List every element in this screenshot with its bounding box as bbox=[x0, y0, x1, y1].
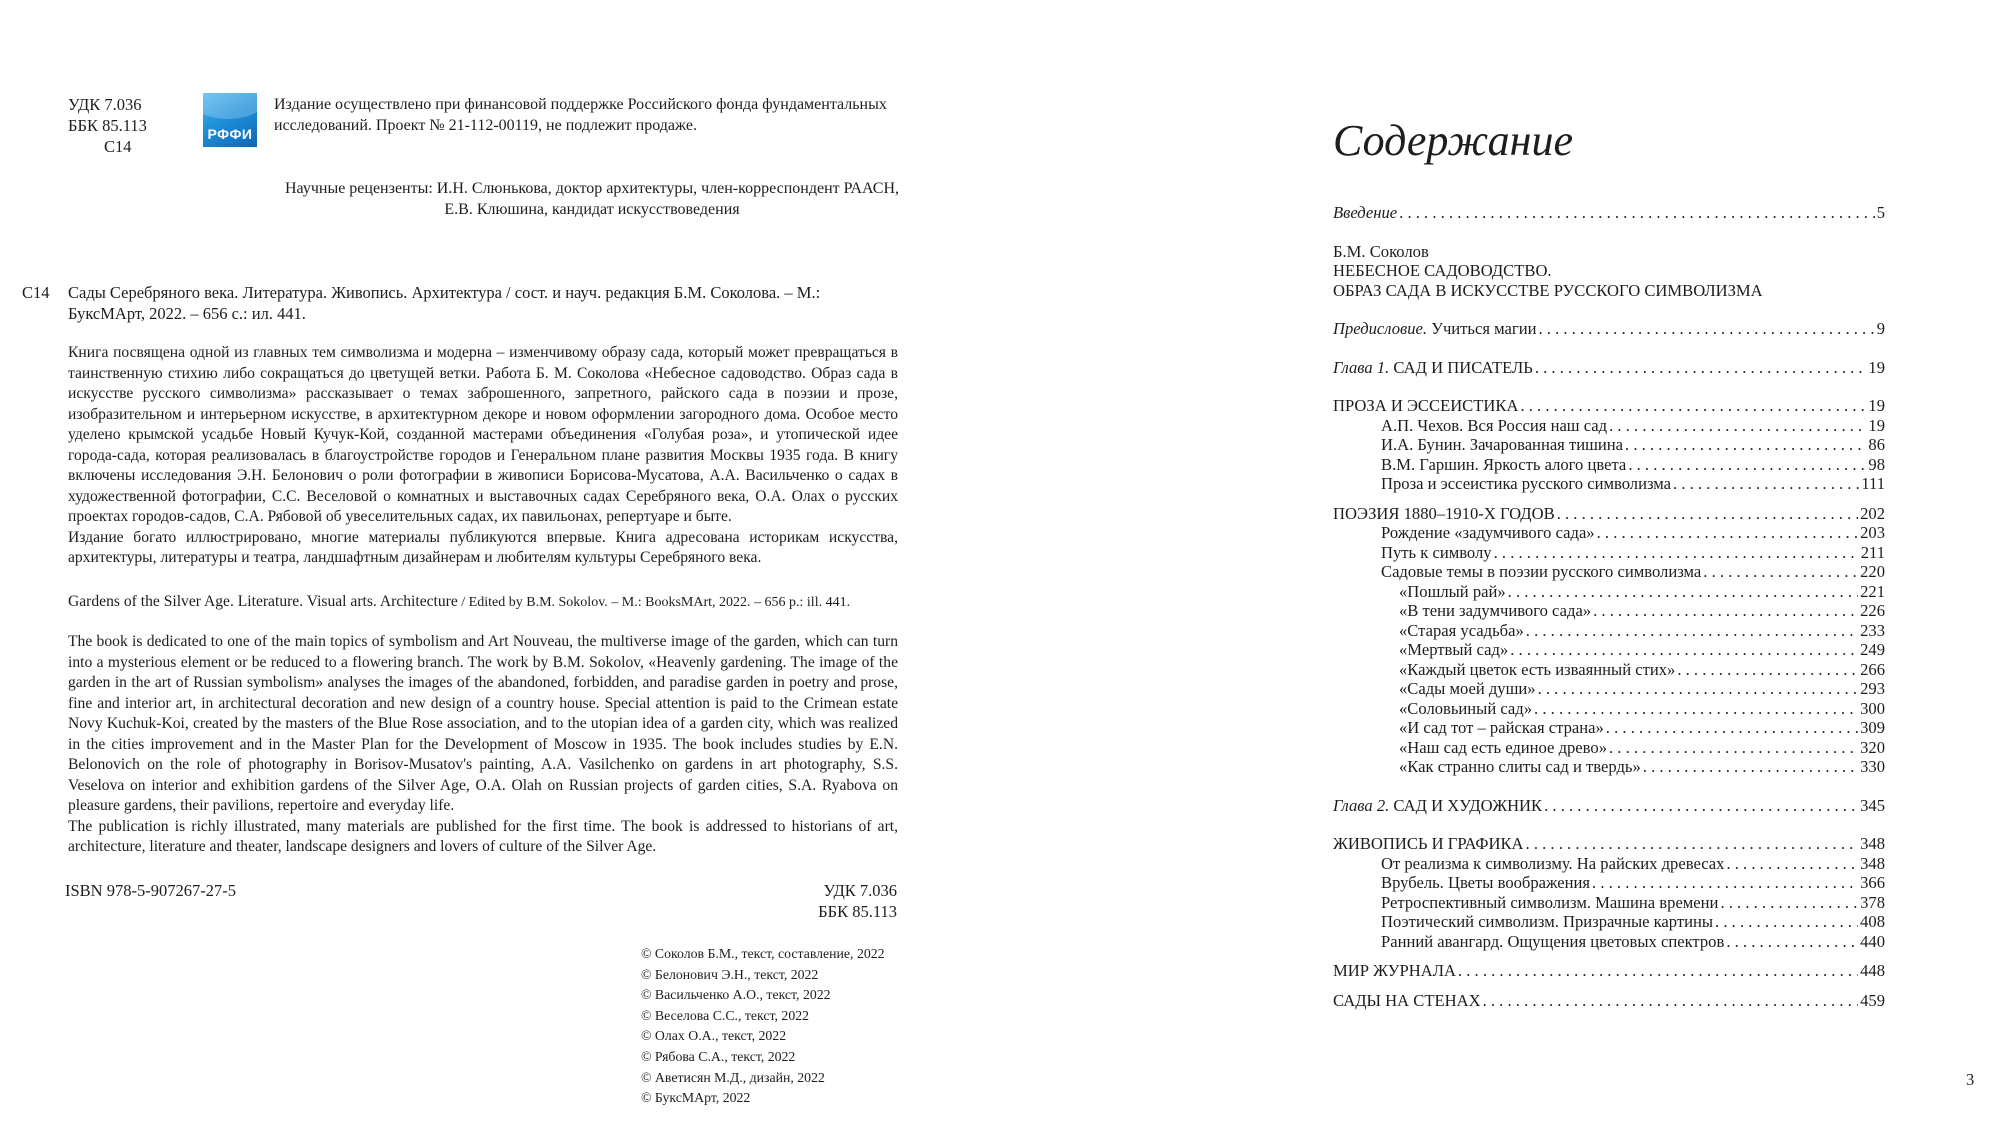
rffi-logo bbox=[203, 93, 257, 147]
toc-work-title-1: НЕБЕСНОЕ САДОВОДСТВО. bbox=[1333, 261, 1552, 280]
toc-entry-poetry[interactable]: ПОЭЗИЯ 1880–1910-Х ГОДОВ . . . 202 bbox=[1333, 504, 1885, 524]
toc-entry[interactable]: Рождение «задумчивого сада» . . . 203 bbox=[1333, 523, 1885, 543]
toc-entry[interactable]: Путь к символу . . . 211 bbox=[1333, 543, 1885, 563]
copyright-line: © Рябова С.А., текст, 2022 bbox=[641, 1048, 796, 1064]
russian-abstract-p1: Книга посвящена одной из главных тем символизма и модерна – изменчивому образу сада, который может превращаться в таинственную стихию либо сокращаться до цветущей ветки. Работа Б. М. Соколова «Небесное садоводство. Образ сада в искусстве русского символизма» рассказывает о темах заброшенного, запретного, райского сада в поэзии и прозе, изобразительном и интерьерном искусстве, в архитектурном декоре и новом оформлении загородного дома. Особое место уделено крымской усадьбе Новый Кучук-Кой, созданной мастерами объединения «Голубая роза», и утопической идее города-сада, которая реализовалась в благоустройстве городов и Генеральном плане развития Москвы 1935 года. В книгу включены исследования Э.Н. Белонович о роли фотографии в живописи Борисова-Мусатова, А.А. Васильченко о садах в художественной фотографии, С.С. Веселовой о комнатных и выставочных садах Серебряного века, О.А. Олах о русских проектах городов-садов, С.А. Рябовой об увеселительных садах, их павильонах, репертуаре и быте. bbox=[68, 344, 898, 525]
toc-entry[interactable]: «Как странно слиты сад и твердь» . . . 330 bbox=[1333, 757, 1885, 777]
toc-entry[interactable]: Поэтический символизм. Призрачные картины . . . 408 bbox=[1333, 912, 1885, 932]
toc-entry[interactable]: «В тени задумчивого сада» . . . 226 bbox=[1333, 601, 1885, 621]
biblio-author-mark: С14 bbox=[22, 283, 50, 302]
reviewers-line-2: Е.В. Клюшина, кандидат искусствоведения bbox=[444, 201, 740, 218]
udk-code: УДК 7.036 bbox=[68, 95, 142, 114]
toc-entry[interactable]: «Наш сад есть единое древо» . . . 320 bbox=[1333, 738, 1885, 758]
bbk-code: ББК 85.113 bbox=[68, 116, 147, 135]
toc-author: Б.М. Соколов bbox=[1333, 241, 1429, 261]
copyright-line: © Олах О.А., текст, 2022 bbox=[641, 1028, 787, 1044]
toc-entry-chapter-1[interactable]: Глава 1. САД И ПИСАТЕЛЬ . . . 19 bbox=[1333, 358, 1885, 378]
russian-abstract bbox=[68, 343, 898, 569]
english-abstract-p2: The publication is richly illustrated, many materials are published for the first time. The book is addressed to historians of art, architecture, literature and theater, landscape designers and lovers of culture of the Silver Age. bbox=[68, 817, 898, 855]
toc-work-title-2: ОБРАЗ САДА В ИСКУССТВЕ РУССКОГО СИМВОЛИЗМА bbox=[1333, 280, 1763, 300]
udk-bbk-right bbox=[700, 880, 897, 922]
reviewers bbox=[274, 178, 910, 220]
copyright-line: © БуксМАрт, 2022 bbox=[641, 1090, 751, 1106]
toc-entry[interactable]: Проза и эссеистика русского символизма . . . 111 bbox=[1333, 474, 1885, 494]
author-mark: С14 bbox=[104, 137, 132, 156]
english-title-details: / Edited by B.M. Sokolov. – M.: BooksMArt, 2022. – 656 p.: ill. 441. bbox=[457, 595, 851, 610]
copyright-line: © Веселова С.С., текст, 2022 bbox=[641, 1007, 810, 1023]
udk-code-right: УДК 7.036 bbox=[823, 881, 897, 900]
bbk-code-right: ББК 85.113 bbox=[818, 902, 897, 921]
toc-entry[interactable]: От реализма к символизму. На райских древесах . . . 348 bbox=[1333, 854, 1885, 874]
toc-entry-walls[interactable]: САДЫ НА СТЕНАХ . . . 459 bbox=[1333, 991, 1885, 1011]
table-of-contents bbox=[1333, 203, 1885, 1010]
english-bibliographic-record bbox=[68, 591, 898, 613]
toc-entry[interactable]: Врубель. Цветы воображения . . . 366 bbox=[1333, 873, 1885, 893]
toc-entry-journal[interactable]: МИР ЖУРНАЛА . . . 448 bbox=[1333, 961, 1885, 981]
copyright-line: © Белонович Э.Н., текст, 2022 bbox=[641, 966, 819, 982]
toc-entry[interactable]: Ранний авангард. Ощущения цветовых спектров . . . 440 bbox=[1333, 932, 1885, 952]
english-title: Gardens of the Silver Age. Literature. Visual arts. Architecture bbox=[68, 593, 458, 610]
isbn: ISBN 978-5-907267-27-5 bbox=[65, 881, 236, 900]
toc-title: Содержание bbox=[1333, 116, 1574, 165]
copyright-line: © Аветисян М.Д., дизайн, 2022 bbox=[641, 1069, 825, 1085]
toc-entry[interactable]: «Мертвый сад» . . . 249 bbox=[1333, 640, 1885, 660]
english-abstract-p1: The book is dedicated to one of the main topics of symbolism and Art Nouveau, the multiverse image of the garden, which can turn into a mysterious element or be reduced to a flowering branch. The work by B.M. Sokolov, «Heavenly gardening. The image of the garden in the art of Russian symbolism» analyses the images of the abandoned, forbidden, and paradise garden in poetry and prose, fine and interior art, in architectural decoration and new design of a country house. Special attention is paid to the Crimean estate Novy Kuchuk-Koi, created by the masters of the Blue Rose association, and to the utopian idea of a garden city, which was realized in the cities improvement and in the Master Plan for the Development of Moscow in 1935. The book includes studies by E.N. Belonovich on the role of photography in Borisov-Musatov's painting, A.A. Vasilchenko on gardens in art photography, S.S. Veselova on interior and exhibition gardens of the Silver Age, O.A. Olah on Russian projects of garden cities, S.A. Ryabova on pleasure gardens, their pavilions, repertoire and everyday life. bbox=[68, 633, 898, 814]
copyright-line: © Соколов Б.М., текст, составление, 2022 bbox=[641, 946, 885, 961]
toc-entry-preface[interactable]: Предисловие. Учиться магии . . . 9 bbox=[1333, 319, 1885, 339]
toc-entry-prose[interactable]: ПРОЗА И ЭССЕИСТИКА . . . 19 bbox=[1333, 396, 1885, 416]
toc-entry[interactable]: И.А. Бунин. Зачарованная тишина . . . 86 bbox=[1333, 435, 1885, 455]
udk-bbk-block bbox=[68, 94, 147, 157]
toc-entry[interactable]: В.М. Гаршин. Яркость алого цвета . . . 98 bbox=[1333, 455, 1885, 475]
copyright-line: © Васильченко А.О., текст, 2022 bbox=[641, 987, 831, 1003]
reviewers-line-1: Научные рецензенты: И.Н. Слюнькова, доктор архитектуры, член-корреспондент РААСН, bbox=[284, 180, 900, 197]
toc-entry-chapter-2[interactable]: Глава 2. САД И ХУДОЖНИК . . . 345 bbox=[1333, 796, 1885, 816]
toc-entry[interactable]: А.П. Чехов. Вся Россия наш сад . . . 19 bbox=[1333, 416, 1885, 436]
toc-entry[interactable]: Ретроспективный символизм. Машина времени . . . 378 bbox=[1333, 893, 1885, 913]
toc-entry-painting[interactable]: ЖИВОПИСЬ И ГРАФИКА . . . 348 bbox=[1333, 834, 1885, 854]
funding-note: Издание осуществлено при финансовой поддержке Российского фонда фундаментальных исследований. Проект № 21-112-00119, не подлежит продаже. bbox=[274, 96, 887, 134]
toc-entry[interactable]: «Старая усадьба» . . . 233 bbox=[1333, 621, 1885, 641]
rffi-logo-text: РФФИ bbox=[207, 126, 253, 142]
toc-entry[interactable]: «Каждый цветок есть изваянный стих» . . . 266 bbox=[1333, 660, 1885, 680]
toc-entry[interactable]: «Соловьиный сад» . . . 300 bbox=[1333, 699, 1885, 719]
toc-entry[interactable]: Садовые темы в поэзии русского символизма . . . 220 bbox=[1333, 562, 1885, 582]
page-number: 3 bbox=[1966, 1070, 1975, 1089]
toc-entry[interactable]: «И сад тот – райская страна» . . . 309 bbox=[1333, 718, 1885, 738]
toc-author-block bbox=[1333, 242, 1885, 301]
toc-entry[interactable]: «Пошлый рай» . . . 221 bbox=[1333, 582, 1885, 602]
toc-entry-introduction[interactable]: Введение . . . 5 bbox=[1333, 203, 1885, 223]
russian-abstract-p2: Издание богато иллюстрировано, многие материалы публикуются впервые. Книга адресована историкам искусства, архитектуры, литературы и театра, ландшафтным дизайнерам и любителям культуры Серебряного века. bbox=[68, 528, 898, 566]
bibliographic-record: Сады Серебряного века. Литература. Живопись. Архитектура / сост. и науч. редакция Б.М. Соколова. – М.: БуксМАрт, 2022. – 656 с.: ил. 441. bbox=[68, 283, 821, 323]
copyright-list bbox=[641, 944, 885, 1109]
toc-entry[interactable]: «Сады моей души» . . . 293 bbox=[1333, 679, 1885, 699]
english-abstract bbox=[68, 632, 898, 858]
